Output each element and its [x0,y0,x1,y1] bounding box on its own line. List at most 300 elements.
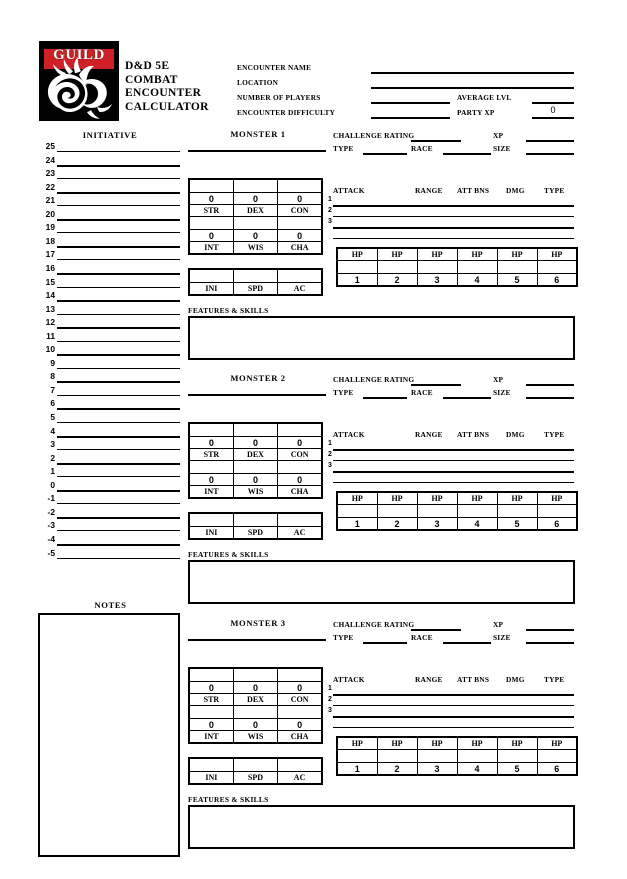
cha-modifier: 0 [278,230,322,242]
encounter-name-label: ENCOUNTER NAME [237,63,312,72]
spd-input[interactable] [233,513,277,527]
initiative-row-input[interactable] [57,408,180,410]
monster-title: MONSTER 1 [230,129,286,139]
initiative-row-number: 5 [50,412,55,422]
title-line-1: D&D 5E [125,60,170,72]
xp-label: XP [493,375,504,384]
hp-header-cell: HP [337,492,377,505]
initiative-row-number: 11 [46,330,55,341]
hp-value-input[interactable] [497,261,537,274]
type-column-header: TYPE [544,430,565,439]
str-input[interactable] [189,668,233,682]
ini-input[interactable] [189,513,233,527]
initiative-row-input[interactable] [57,449,180,450]
dex-input[interactable] [233,423,277,437]
xp-input[interactable] [526,629,574,631]
hp-value-input[interactable] [537,505,577,518]
average-lvl-input[interactable] [532,102,574,104]
attack-column-header: ATTACK [333,186,365,195]
hp-value-input[interactable] [457,261,497,274]
hp-value-input[interactable] [417,750,457,763]
hp-tracker-grid [336,736,578,776]
race-label: RACE [411,144,433,153]
str-label: STR [189,449,233,461]
hp-value-input[interactable] [337,750,377,763]
initiative-row-input[interactable] [57,273,180,275]
int-label: INT [189,486,233,499]
hp-header-cell: HP [537,737,577,750]
ability-label-row-1 [189,694,322,706]
dmg-column-header: DMG [506,675,525,684]
initiative-row-input[interactable] [57,436,180,438]
attack-column-header: ATTACK [333,430,365,439]
xp-input[interactable] [526,384,574,386]
attack-row-input[interactable] [333,205,574,207]
size-input[interactable] [526,642,574,644]
ability-mod-row-2 [189,719,322,731]
dex-label: DEX [233,205,277,217]
wis-label: WIS [233,242,277,255]
ability-input-row-1 [189,179,322,193]
hp-value-row [337,750,577,763]
hp-index-cell: 5 [497,518,537,531]
dex-label: DEX [233,694,277,706]
dex-input[interactable] [233,179,277,193]
int-modifier: 0 [189,230,233,242]
str-label: STR [189,205,233,217]
xp-input[interactable] [526,140,574,142]
attack-row-number: 1 [328,196,332,203]
ability-label-row-2 [189,242,322,255]
features-skills-input[interactable] [188,560,575,604]
wis-input[interactable] [233,217,277,230]
initiative-row-number: 7 [50,384,55,395]
number-of-players-input[interactable] [371,102,450,104]
hp-index-cell: 1 [337,274,377,287]
ability-mod-row-2 [189,230,322,242]
xp-label: XP [493,620,504,629]
attack-row-number: 2 [328,696,332,703]
attack-column-header: ATTACK [333,675,365,684]
con-input[interactable] [278,179,322,193]
initiative-row-number: 0 [50,479,55,490]
hp-value-input[interactable] [337,505,377,518]
ac-input[interactable] [278,269,322,283]
features-skills-title: FEATURES & SKILLS [188,306,269,315]
initiative-row-number: -4 [47,533,55,544]
attack-row-number: 2 [328,207,332,214]
hp-index-row [337,518,577,531]
str-input[interactable] [189,179,233,193]
range-column-header: RANGE [415,186,443,195]
int-label: INT [189,242,233,255]
initiative-row-number: -1 [47,493,55,504]
hp-index-cell: 6 [537,274,577,287]
spd-input[interactable] [233,269,277,283]
ability-input-row-2 [189,461,322,474]
notes-input[interactable] [38,613,180,857]
hp-value-input[interactable] [497,505,537,518]
initiative-row-number: 25 [45,141,55,151]
attack-row-input[interactable] [333,716,574,718]
hp-header-cell: HP [497,248,537,261]
combat-stat-label-row [189,527,322,540]
initiative-row-input[interactable] [57,490,180,492]
ac-input[interactable] [278,758,322,772]
average-lvl-label: AVERAGE LVL [457,93,512,102]
ac-label: AC [278,283,322,296]
hp-value-input[interactable] [537,261,577,274]
combat-stat-input-row [189,513,322,527]
attack-row-input[interactable] [333,449,574,451]
type-input[interactable] [363,642,407,644]
initiative-row-input[interactable] [57,232,180,233]
features-skills-input[interactable] [188,316,575,360]
attack-row-number: 1 [328,440,332,447]
initiative-row-input[interactable] [57,341,180,342]
hp-index-cell: 4 [457,274,497,287]
initiative-row-input[interactable] [57,381,180,383]
ability-score-grid [188,667,323,744]
hp-header-cell: HP [457,248,497,261]
initiative-row-input[interactable] [57,287,180,288]
cha-input[interactable] [278,706,322,719]
initiative-row-input[interactable] [57,259,180,260]
hp-header-row [337,737,577,750]
combat-stat-label-row [189,772,322,785]
attack-row-number: 3 [328,707,332,714]
con-label: CON [278,694,322,706]
hp-header-cell: HP [377,492,417,505]
initiative-row-number: 3 [50,439,55,450]
initiative-row-input[interactable] [57,530,180,531]
cha-label: CHA [278,242,322,255]
wis-label: WIS [233,486,277,499]
features-skills-title: FEATURES & SKILLS [188,550,269,559]
initiative-row-input[interactable] [57,165,180,167]
hp-header-cell: HP [377,248,417,261]
wis-input[interactable] [233,706,277,719]
range-column-header: RANGE [415,675,443,684]
hp-value-input[interactable] [417,505,457,518]
hp-value-input[interactable] [457,750,497,763]
hp-header-cell: HP [377,737,417,750]
size-input[interactable] [526,153,574,155]
hp-header-cell: HP [497,737,537,750]
con-label: CON [278,205,322,217]
race-label: RACE [411,633,433,642]
combat-stat-label-row [189,283,322,296]
hp-index-cell: 3 [417,274,457,287]
hp-index-cell: 3 [417,763,457,776]
hp-index-cell: 5 [497,274,537,287]
initiative-row-number: 15 [45,276,55,287]
ability-score-grid [188,422,323,499]
int-input[interactable] [189,461,233,474]
int-modifier: 0 [189,719,233,731]
ampersand-dragon-icon [39,55,119,121]
initiative-row-input[interactable] [57,476,180,477]
hp-header-cell: HP [417,248,457,261]
sheet-title [125,60,209,114]
features-skills-input[interactable] [188,805,575,849]
str-modifier: 0 [189,193,233,205]
type-label: TYPE [333,388,354,397]
initiative-row-number: 13 [45,303,55,314]
hp-value-input[interactable] [457,505,497,518]
monster-name-input[interactable] [188,150,326,152]
hp-index-cell: 5 [497,763,537,776]
str-input[interactable] [189,423,233,437]
wis-input[interactable] [233,461,277,474]
size-label: SIZE [493,633,511,642]
initiative-row-input[interactable] [57,463,180,465]
logo-guild-label: GUILD [53,47,105,63]
hp-index-cell: 1 [337,518,377,531]
attack-row-number: 3 [328,462,332,469]
initiative-row-input[interactable] [57,151,180,152]
initiative-row-input[interactable] [57,368,180,369]
initiative-row-number: 8 [50,371,55,382]
initiative-row-input[interactable] [57,517,180,519]
race-input[interactable] [443,153,491,155]
initiative-row-input[interactable] [57,354,180,356]
initiative-row-number: 10 [45,344,55,355]
attack-row-extra-line[interactable] [333,238,574,239]
notes-title: NOTES [94,600,127,610]
combat-stat-grid [188,757,323,785]
party-xp-value: 0 [550,105,556,115]
initiative-row-number: 14 [45,290,55,301]
initiative-row-number: 6 [50,398,55,409]
hp-header-cell: HP [537,248,577,261]
cha-input[interactable] [278,461,322,474]
type-label: TYPE [333,144,354,153]
initiative-row-number: 16 [45,262,55,273]
spd-label: SPD [233,283,277,296]
att-bns-column-header: ATT BNS [457,186,490,195]
attack-row-input[interactable] [333,460,574,461]
initiative-row-input[interactable] [57,558,180,559]
con-modifier: 0 [278,437,322,449]
encounter-difficulty-input[interactable] [371,117,450,119]
attack-row-extra-line[interactable] [333,482,574,483]
ability-input-row-2 [189,217,322,230]
size-label: SIZE [493,144,511,153]
hp-index-cell: 1 [337,763,377,776]
hp-index-row [337,763,577,776]
ac-label: AC [278,772,322,785]
hp-value-input[interactable] [377,750,417,763]
hp-header-cell: HP [417,492,457,505]
con-input[interactable] [278,668,322,682]
race-label: RACE [411,388,433,397]
dmg-column-header: DMG [506,186,525,195]
dex-modifier: 0 [233,437,277,449]
range-column-header: RANGE [415,430,443,439]
attack-row-input[interactable] [333,216,574,217]
size-input[interactable] [526,397,574,399]
attack-row-number: 1 [328,685,332,692]
hp-index-cell: 6 [537,518,577,531]
wis-modifier: 0 [233,230,277,242]
monster-title: MONSTER 2 [230,373,286,383]
type-input[interactable] [363,153,407,155]
encounter-difficulty-label: ENCOUNTER DIFFICULTY [237,108,336,117]
hp-index-cell: 4 [457,518,497,531]
initiative-row-number: -2 [47,506,55,517]
cha-label: CHA [278,486,322,499]
initiative-row-input[interactable] [57,219,180,221]
combat-stat-input-row [189,758,322,772]
hp-value-input[interactable] [337,261,377,274]
hp-header-cell: HP [497,492,537,505]
features-skills-title: FEATURES & SKILLS [188,795,269,804]
wis-modifier: 0 [233,719,277,731]
hp-value-input[interactable] [537,750,577,763]
initiative-row-input[interactable] [57,300,180,302]
type-column-header: TYPE [544,675,565,684]
ability-mod-row-2 [189,474,322,486]
ability-score-grid [188,178,323,255]
attack-row-extra-line[interactable] [333,727,574,728]
int-label: INT [189,731,233,744]
initiative-row-number: 21 [45,195,55,206]
hp-index-cell: 4 [457,763,497,776]
ability-mod-row-1 [189,682,322,694]
attack-row-input[interactable] [333,705,574,706]
initiative-row-input[interactable] [57,395,180,396]
int-input[interactable] [189,706,233,719]
ability-input-row-1 [189,668,322,682]
cha-label: CHA [278,731,322,744]
location-input[interactable] [371,87,574,89]
initiative-row-input[interactable] [57,246,180,248]
ini-label: INI [189,772,233,785]
ac-input[interactable] [278,513,322,527]
initiative-row-number: 24 [45,154,55,165]
wis-label: WIS [233,731,277,744]
att-bns-column-header: ATT BNS [457,430,490,439]
initiative-row-number: -3 [47,520,55,531]
initiative-row-input[interactable] [57,192,180,194]
challenge-rating-input[interactable] [411,629,461,631]
hp-index-cell: 2 [377,518,417,531]
hp-header-cell: HP [417,737,457,750]
ini-input[interactable] [189,269,233,283]
hp-index-cell: 2 [377,763,417,776]
cha-modifier: 0 [278,474,322,486]
initiative-row-number: 2 [50,452,55,463]
hp-header-cell: HP [337,248,377,261]
attack-row-input[interactable] [333,694,574,696]
con-label: CON [278,449,322,461]
con-input[interactable] [278,423,322,437]
challenge-rating-label: CHALLENGE RATING [333,620,415,629]
initiative-row-input[interactable] [57,205,180,206]
ability-label-row-2 [189,486,322,499]
combat-stat-grid [188,512,323,540]
initiative-row-input[interactable] [57,544,180,546]
challenge-rating-input[interactable] [411,140,461,142]
party-xp-input[interactable] [532,117,574,119]
wis-modifier: 0 [233,474,277,486]
hp-index-cell: 6 [537,763,577,776]
encounter-name-input[interactable] [371,72,574,74]
initiative-row-input[interactable] [57,503,180,504]
dex-modifier: 0 [233,193,277,205]
ac-label: AC [278,527,322,540]
hp-value-input[interactable] [497,750,537,763]
challenge-rating-input[interactable] [411,384,461,386]
attack-row-input[interactable] [333,471,574,473]
xp-label: XP [493,131,504,140]
initiative-row-input[interactable] [57,422,180,423]
type-column-header: TYPE [544,186,565,195]
attack-row-input[interactable] [333,227,574,229]
dms-guild-logo [39,41,119,121]
cha-input[interactable] [278,217,322,230]
combat-stat-input-row [189,269,322,283]
hp-header-cell: HP [337,737,377,750]
initiative-row-number: 22 [45,181,55,192]
cha-modifier: 0 [278,719,322,731]
hp-value-input[interactable] [377,505,417,518]
initiative-row-input[interactable] [57,314,180,315]
size-label: SIZE [493,388,511,397]
int-input[interactable] [189,217,233,230]
initiative-row-number: 19 [45,222,55,233]
ability-mod-row-1 [189,193,322,205]
attack-row-number: 3 [328,218,332,225]
type-input[interactable] [363,397,407,399]
monster-name-input[interactable] [188,394,326,396]
hp-tracker-grid [336,491,578,531]
dex-modifier: 0 [233,682,277,694]
int-modifier: 0 [189,474,233,486]
initiative-row-number: 9 [50,357,55,368]
spd-input[interactable] [233,758,277,772]
hp-value-input[interactable] [417,261,457,274]
party-xp-label: PARTY XP [457,108,495,117]
dmg-column-header: DMG [506,430,525,439]
hp-header-row [337,492,577,505]
race-input[interactable] [443,642,491,644]
hp-tracker-grid [336,247,578,287]
initiative-row-input[interactable] [57,327,180,329]
hp-header-cell: HP [457,492,497,505]
race-input[interactable] [443,397,491,399]
ability-input-row-1 [189,423,322,437]
type-label: TYPE [333,633,354,642]
dex-input[interactable] [233,668,277,682]
monster-name-input[interactable] [188,639,326,641]
hp-header-cell: HP [537,492,577,505]
ability-input-row-2 [189,706,322,719]
hp-value-input[interactable] [377,261,417,274]
monster-title: MONSTER 3 [230,618,286,628]
attack-row-number: 2 [328,451,332,458]
initiative-row-number: 4 [50,425,55,436]
ini-input[interactable] [189,758,233,772]
str-label: STR [189,694,233,706]
initiative-row-input[interactable] [57,178,180,179]
hp-header-row [337,248,577,261]
hp-index-cell: 3 [417,518,457,531]
hp-index-cell: 2 [377,274,417,287]
ini-label: INI [189,283,233,296]
number-of-players-label: NUMBER OF PLAYERS [237,93,321,102]
